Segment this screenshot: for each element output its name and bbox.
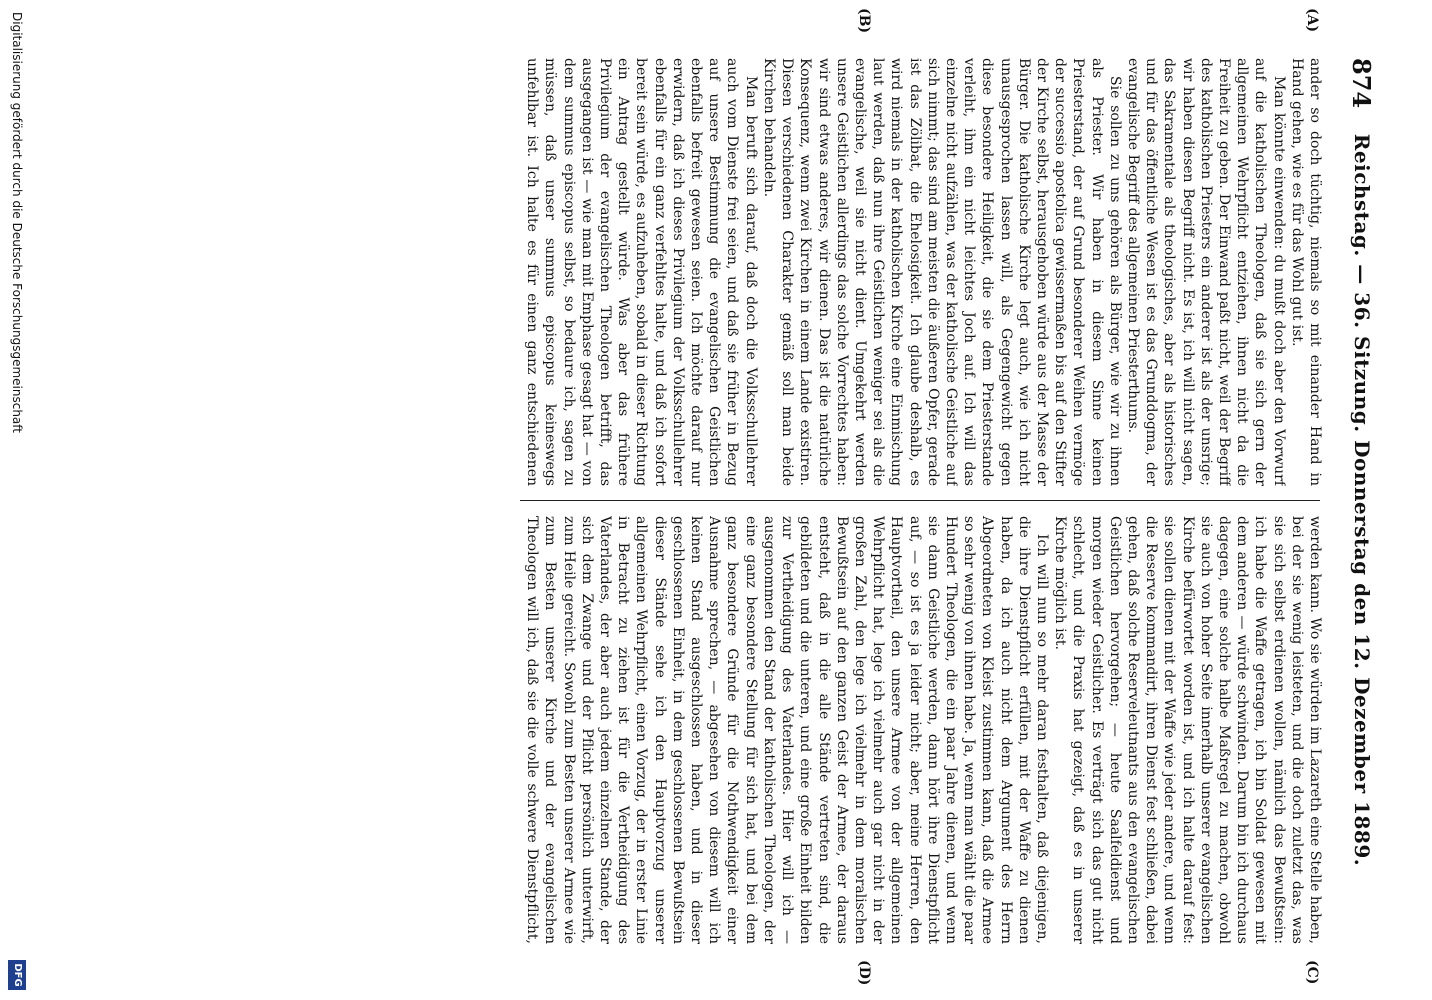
column-divider bbox=[520, 500, 1320, 501]
margin-mark-a: (A) bbox=[1304, 8, 1320, 33]
text-column-right bbox=[524, 516, 1324, 944]
digitization-note: Digitalisierung gefördert durch die Deutsche Forschungsgemeinschaft bbox=[10, 12, 24, 434]
text-column-left bbox=[524, 58, 1324, 486]
page-title: Reichstag. — 36. Sitzung. Donnerstag den 12. Dezember 1889. bbox=[1350, 133, 1374, 867]
margin-mark-b: (B) bbox=[856, 8, 872, 34]
paragraph: Sie sollen zu uns gehören als Bürger, wie wir zu ihnen als Priester. Wir haben in diesem Sinne keinen Priesterstand, der auf Grund besonderer Weihen vermöge der successio apostolica gewissermaßen bis auf den Stifter der Kirche selbst, herausgehoben würde aus der Masse der Bürger. Die katholische Kirche legt auch, wie ich nicht unausgesprochen lassen will, als Gegengewicht gegen diese besondere Heiligkeit, die sie dem Priesterstande verleiht, ihm ein nicht leichtes Joch auf. Ich will das einzelne nicht aufzählen, was der katholische Geistliche auf sich nimmt; das sind am meisten die äußeren Opfer, gerade ist das Zölibat, die Ehelosigkeit. Ich glaube deshalb, es wird niemals in der katholischen Kirche eine Einmischung laut werden, daß nun ihre Geistlichen weniger sei als die evangelische, weil sie nicht dient. Umgekehrt werden unsere Geistlichen allerdings das solche Vorrechtes haben: wir sind etwas anderes, wir dienen. Das ist die natürliche Konsequenz, wenn zwei Kirchen in einem Lande existiren. Diesen verschiedenen Charakter gemäß soll man beide Kirchen behandeln. bbox=[760, 58, 1123, 486]
page-number: 874 bbox=[1347, 58, 1376, 109]
paragraph: werden kann. Wo sie würden im Lazareth eine Stelle haben, bei der sie wenig leisteten, und die doch zuletzt das, was sie sich selbst erdienen wollen, nämlich das Bewußtsein: ich habe die Waffe getragen, ich bin Soldat gewesen mit dem anderen — würde schwinden. Darum bin ich durchaus dagegen, eine solche halbe Maßregel zu machen, obwohl sie auch von hoher Seite innerhalb unserer evangelischen Kirche befürwortet worden ist, und ich halte darauf fest: sie sollen dienen mit der Waffe wie jeder andere, und wenn die Reserve kommandirt, ihren Dienst fest schließen, dabei gehen, daß solche Reserveleutnants aus den evangelischen Geistlichen hervorgehen; — heute Saalfeldienst und morgen wieder Geistlicher. Es verträgt sich das gut nicht schlecht, und die Praxis hat gezeigt, daß es in unserer Kirche möglich ist. bbox=[1052, 516, 1323, 944]
margin-mark-c: (C) bbox=[1304, 960, 1320, 985]
paragraph: Man beruft sich darauf, daß doch die Volksschullehrer auch vom Dienste frei seien, und daß sie früher in Bezug auf unsere Bestimmung die evangelischen Geistlichen ebenfalls befreit gewesen seien. Ich möchte darauf nur erwidern, daß ich dieses Privilegium der Volksschullehrer ebenfalls für ein ganz verfehltes halte, und daß ich sofort bereit sein würde, es aufzuheben, sobald in dieser Richtung ein Antrag gestellt würde. Was aber das frühere Privilegium der evangelischen Theologen betrifft, das ausgegangen ist — wie man mit Emphase gesagt hat — von dem summus episcopus selbst, so bedaure ich, sagen zu müssen, daß unser summus episcopus keineswegs unfehlbar ist. Ich halte es für einen ganz entschiedenen bbox=[524, 58, 759, 486]
paragraph: ander so doch tüchtig, niemals so mit einander Hand in Hand gehen, wie es für das Wohl gut ist. bbox=[1288, 58, 1323, 486]
page-header bbox=[1336, 0, 1376, 1000]
paragraph: Ich will nun so mehr daran festhalten, daß diejenigen, die ihre Dienstpflicht erfüllen, mit der Waffe zu dienen haben, da ich auch nicht dem Argument des Herrn Abgeordneten von Kleist zustimmen kann, daß die Armee so sehr wenig von ihnen habe. Ja, wenn man wählt die paar Hundert Theologen, die ein paar Jahre dienen, und wenn sie dann Geistliche werden, dann hört ihre Dienstpflicht auf, — so ist es ja leider nicht; aber, meine Herren, den Hauptvortheil, den unsere Armee von der allgemeinen Wehrpflicht hat, lege ich vielmehr auch gar nicht in der großen Zahl, den lege ich vielmehr in dem moralischen Bewußtsein auf den ganzen Geist der Armee, der daraus entsteht, daß in die alle Stände vertreten sind, die gebildeten und die unteren, und eine große Einheit bilden zur Vertheidigung des Vaterlandes. Hier will ich — ausgenommen den Stand der katholischen Theologen, der eine ganz besondere Stellung für sich hat, und bei dem ganz besondere Gründe für die Nothwendigkeit einer Ausnahme sprechen, — abgesehen von diesem will ich keinen Stand ausgeschlossen haben, und in dieser geschlossenen Einheit, in dem geschlossenen Bewußtsein dieser Stände sehe ich den Hauptvorzug unserer allgemeinen Wehrpflicht, einen Vorzug, der in erster Linie in Betracht zu ziehen ist für die Vertheidigung des Vaterlandes, der aber auch jedem einzelnen Stande, der sich dem Zwange und der Pflicht persönlich unterwirft, zum Heile gereicht. Sowohl zum Besten unserer Armee wie zum Besten unserer Kirche und der evangelischen Theologen will ich, daß sie die volle schwere Dienstpflicht, bbox=[524, 516, 1050, 944]
dfg-logo-icon: DFG bbox=[8, 960, 26, 990]
digitization-footer bbox=[4, 0, 28, 1000]
margin-mark-d: (D) bbox=[856, 960, 872, 986]
paragraph: Man könnte einwenden: du mußt doch aber den Vorwurf auf die katholischen Theologen, daß sie sich gern der allgemeinen Wehrpflicht entziehen, ihnen nicht da die Freiheit zu geben. Der Einwand paßt nicht, weil der Begriff des katholischen Priesters ein anderer ist als der unsrige; wir haben diesen Begriff nicht. Es ist, ich will nicht sagen, das Sakramentale als theologisches, aber als historisches und für das öffentliche Wesen ist es das Grunddogma, der evangelische Begriff des allgemeinen Priesterthums. bbox=[1124, 58, 1287, 486]
